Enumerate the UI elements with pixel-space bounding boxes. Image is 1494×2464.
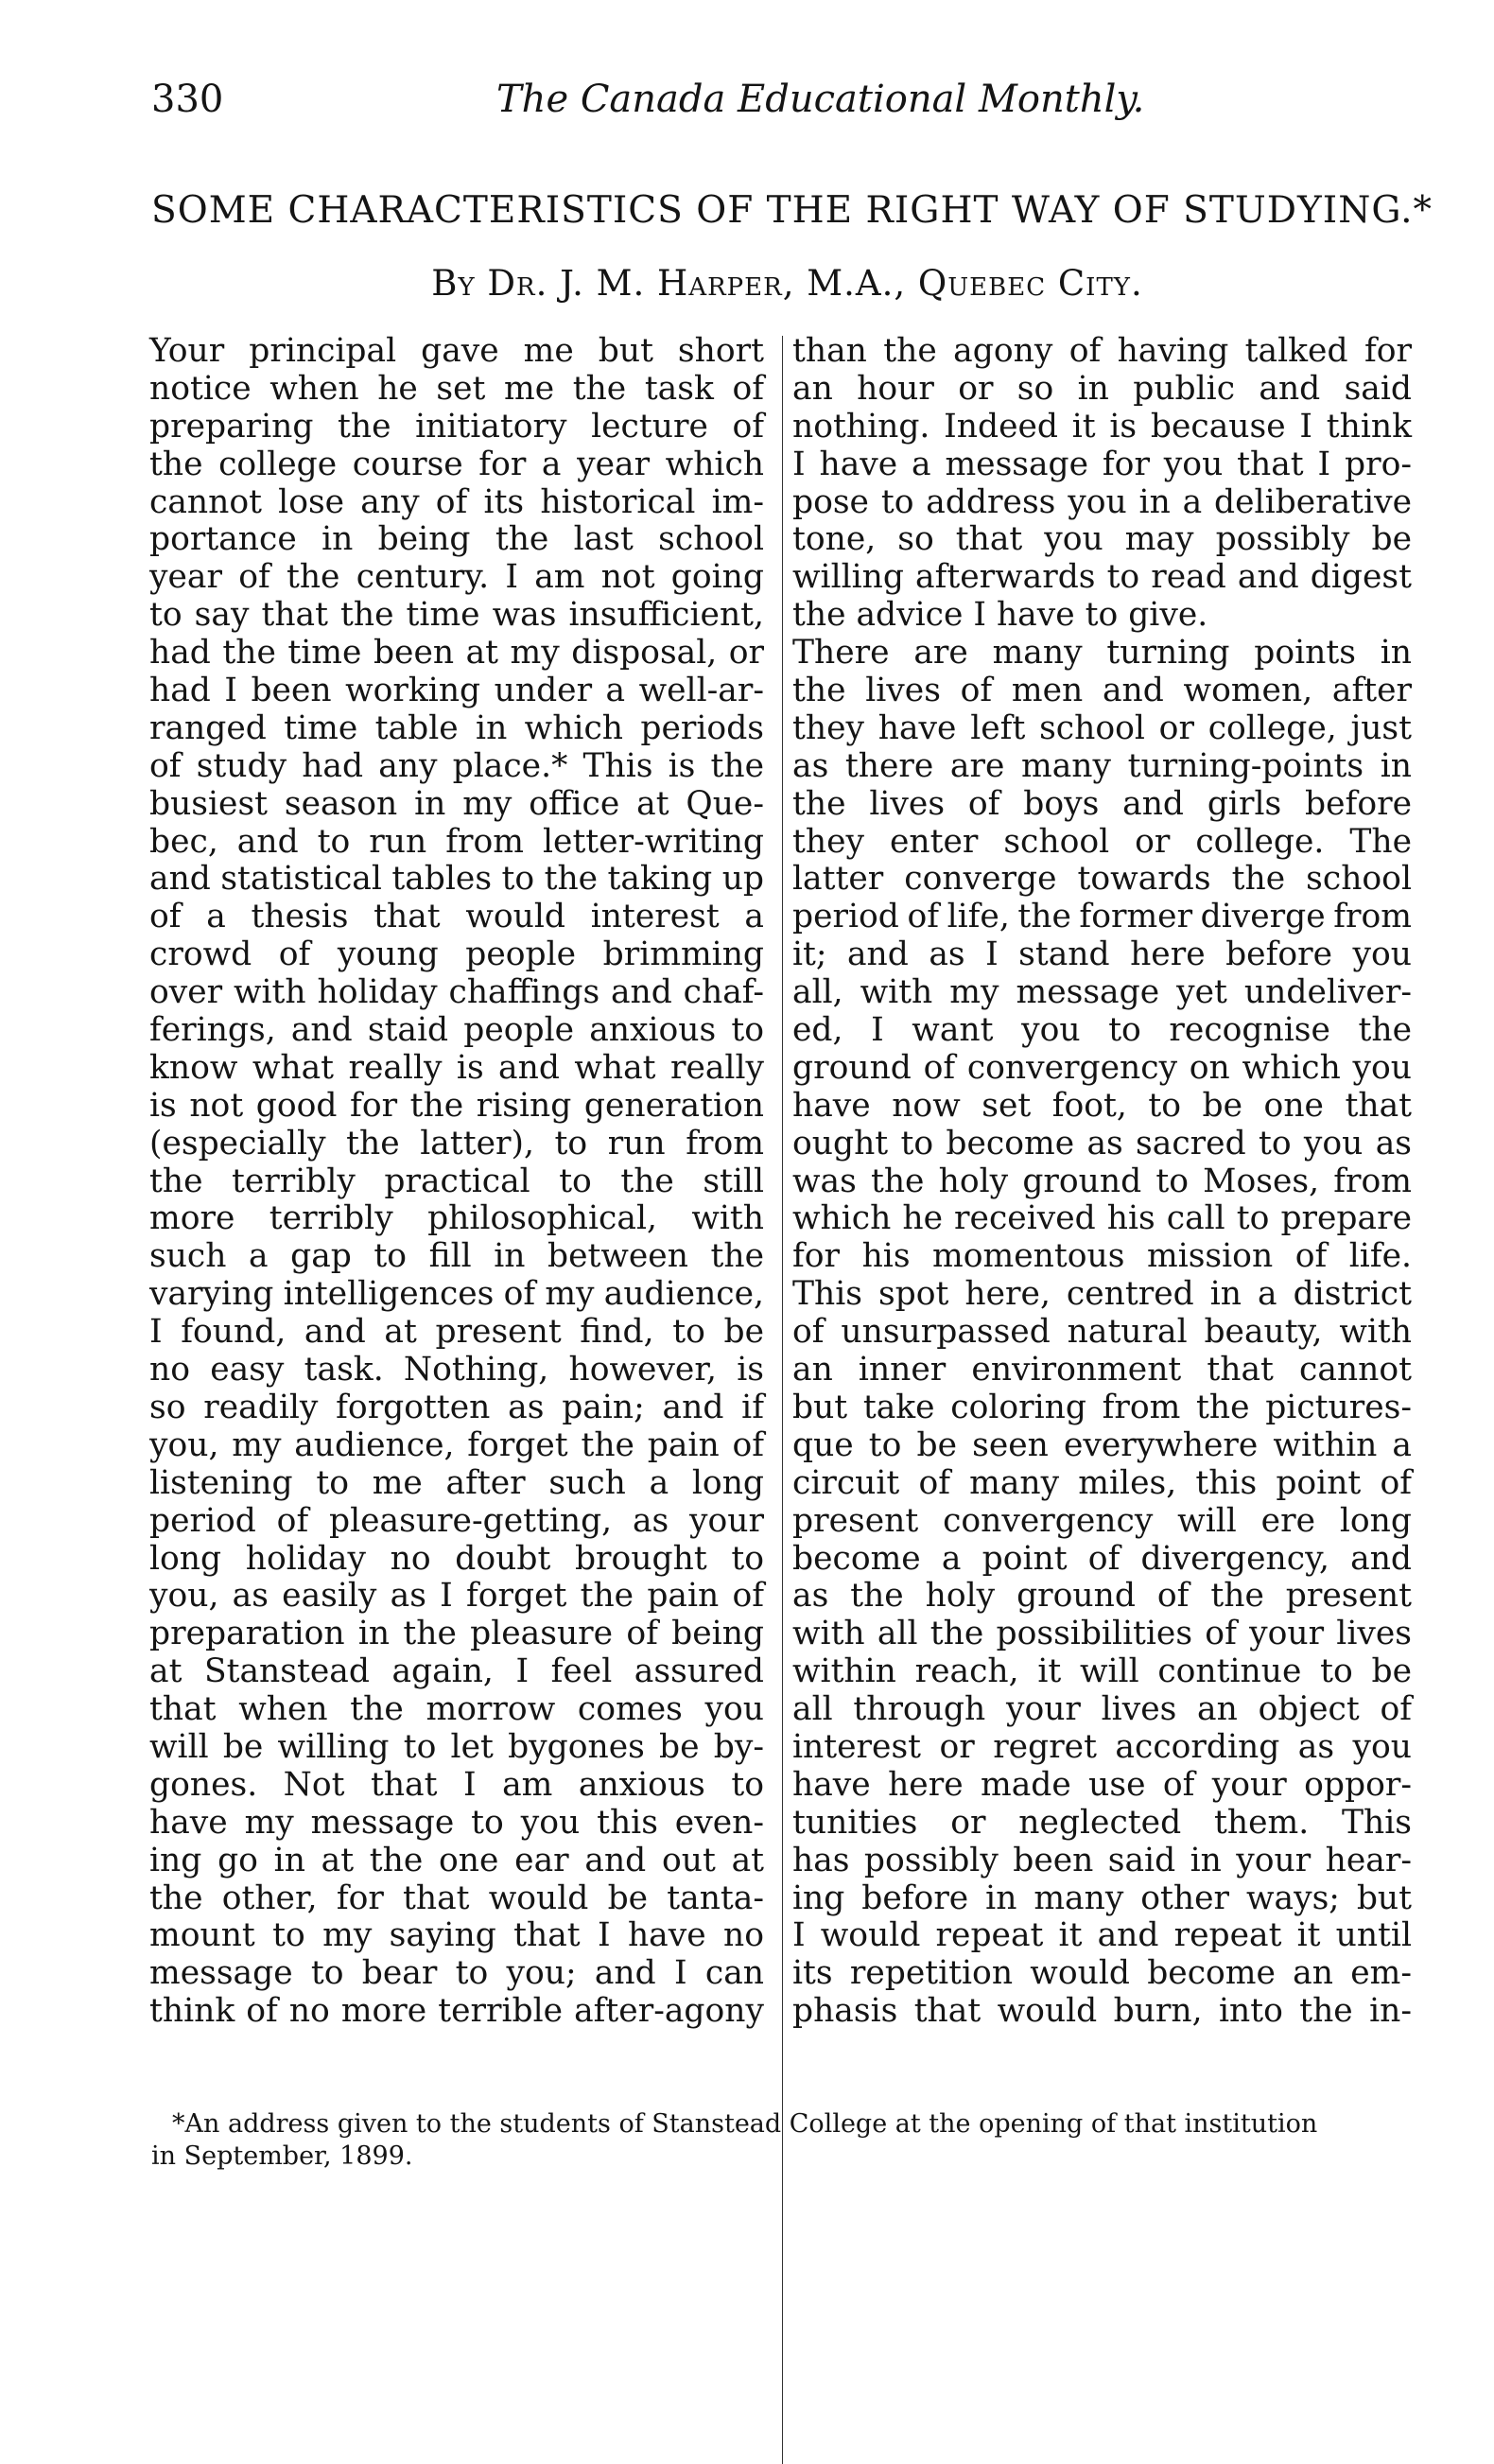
text-line: tunities or neglected them. This <box>792 1803 1412 1842</box>
text-line: as there are many turning-points in <box>792 746 1412 785</box>
text-line: circuit of many miles, this point of <box>792 1463 1412 1502</box>
footnote <box>151 2108 1423 2173</box>
text-line: at Stanstead again, I feel assured <box>149 1652 764 1691</box>
text-line: become a point of divergency, and <box>792 1539 1412 1578</box>
text-line: Your principal gave me but short <box>149 332 764 370</box>
text-line: is not good for the rising generation <box>149 1086 764 1125</box>
text-line: of study had any place.* This is the <box>149 746 764 785</box>
text-line: mount to my saying that I have no <box>149 1916 764 1955</box>
text-line: have here made use of your oppor- <box>792 1765 1412 1804</box>
text-line: but take coloring from the pictures- <box>792 1388 1412 1426</box>
text-line: know what really is and what really <box>149 1048 764 1087</box>
text-line: with all the possibilities of your lives <box>792 1615 1412 1653</box>
text-line: ing go in at the one ear and out at <box>149 1841 764 1879</box>
text-line: that when the morrow comes you <box>149 1690 764 1729</box>
text-line: message to bear to you; and I can <box>149 1954 764 1993</box>
footnote-line: *An address given to the students of Stanstead College at the opening of that institution <box>172 2109 1318 2139</box>
text-line: had I been working under a well-ar- <box>149 672 764 710</box>
text-line: had the time been at my disposal, or <box>149 634 764 673</box>
text-line: ground of convergency on which you <box>792 1048 1412 1087</box>
text-line: phasis that would burn, into the in- <box>792 1992 1412 2031</box>
running-header <box>151 78 1423 134</box>
text-line: This spot here, centred in a district <box>792 1275 1412 1314</box>
text-line: will be willing to let bygones be by- <box>149 1727 764 1766</box>
text-line: more terribly philosophical, with <box>149 1199 764 1238</box>
text-line: which he received his call to prepare <box>792 1199 1412 1238</box>
text-line: all through your lives an object of <box>792 1690 1412 1729</box>
text-line: have my message to you this even- <box>149 1803 764 1842</box>
text-line: no easy task. Nothing, however, is <box>149 1351 764 1389</box>
text-line: it; and as I stand here before you <box>792 935 1412 974</box>
text-line: the terribly practical to the still <box>149 1162 764 1200</box>
byline: By Dr. J. M. Harper, M.A., Quebec City. <box>431 263 1143 304</box>
text-line: busiest season in my office at Que- <box>149 784 764 823</box>
text-line: period of life, the former diverge from <box>792 898 1412 936</box>
text-line: portance in being the last school <box>149 520 764 559</box>
text-line: they have left school or college, just <box>792 708 1412 747</box>
text-line: crowd of young people brimming <box>149 935 764 974</box>
footnote-line: in September, 1899. <box>151 2141 413 2171</box>
text-line: over with holiday chaffings and chaf- <box>149 973 764 1012</box>
text-line: was the holy ground to Moses, from <box>792 1162 1412 1200</box>
journal-title: The Canada Educational Monthly. <box>496 78 1145 121</box>
text-line: you, as easily as I forget the pain of <box>149 1577 764 1616</box>
text-line: bec, and to run from letter-writing <box>149 822 764 861</box>
text-line: of unsurpassed natural beauty, with <box>792 1313 1412 1352</box>
text-line: and statistical tables to the taking up <box>149 860 764 899</box>
text-line: que to be seen everywhere within a <box>792 1425 1412 1464</box>
text-line: you, my audience, forget the pain of <box>149 1425 764 1464</box>
text-line: such a gap to fill in between the <box>149 1237 764 1276</box>
text-line: preparing the initiatory lecture of <box>149 407 764 446</box>
text-line: than the agony of having talked for <box>792 332 1412 370</box>
text-line: period of pleasure-getting, as your <box>149 1501 764 1540</box>
text-line: gones. Not that I am anxious to <box>149 1765 764 1804</box>
text-line: the other, for that would be tanta- <box>149 1879 764 1917</box>
text-line: listening to me after such a long <box>149 1463 764 1502</box>
text-line: interest or regret according as you <box>792 1727 1412 1766</box>
text-line: (especially the latter), to run from <box>149 1124 764 1162</box>
text-line: all, with my message yet undeliver- <box>792 973 1412 1012</box>
text-line: tone, so that you may possibly be <box>792 520 1412 559</box>
page-number: 330 <box>151 78 224 121</box>
text-line: so readily forgotten as pain; and if <box>149 1388 764 1426</box>
text-line: to say that the time was insufficient, <box>149 596 764 635</box>
text-line: the lives of boys and girls before <box>792 784 1412 823</box>
text-line: an hour or so in public and said <box>792 369 1412 408</box>
text-line: long holiday no doubt brought to <box>149 1539 764 1578</box>
text-line: within reach, it will continue to be <box>792 1652 1412 1691</box>
text-line: for his momentous mission of life. <box>792 1237 1412 1276</box>
text-line: varying intelligences of my audience, <box>149 1275 764 1314</box>
article-title: SOME CHARACTERISTICS OF THE RIGHT WAY OF STUDYING.* <box>151 189 1433 232</box>
text-line: ferings, and staid people anxious to <box>149 1011 764 1050</box>
text-line: the advice I have to give. <box>792 596 1208 635</box>
text-line: latter converge towards the school <box>792 860 1412 899</box>
text-line: of a thesis that would interest a <box>149 898 764 936</box>
text-line: have now set foot, to be one that <box>792 1086 1412 1125</box>
text-line: year of the century. I am not going <box>149 558 764 597</box>
text-line: the college course for a year which <box>149 445 764 483</box>
text-line: ought to become as sacred to you as <box>792 1124 1412 1162</box>
text-line: an inner environment that cannot <box>792 1351 1412 1389</box>
text-line: the lives of men and women, after <box>792 672 1412 710</box>
text-line: I would repeat it and repeat it until <box>792 1916 1412 1955</box>
text-line: cannot lose any of its historical im- <box>149 482 764 521</box>
text-line: preparation in the pleasure of being <box>149 1615 764 1653</box>
text-line: they enter school or college. The <box>792 822 1412 861</box>
text-line: ed, I want you to recognise the <box>792 1011 1412 1050</box>
text-line: present convergency will ere long <box>792 1501 1412 1540</box>
text-line: ing before in many other ways; but <box>792 1879 1412 1917</box>
right-column <box>792 333 1412 2031</box>
text-line: I have a message for you that I pro- <box>792 445 1412 483</box>
text-line: I found, and at present find, to be <box>149 1313 764 1352</box>
text-line: ranged time table in which periods <box>149 708 764 747</box>
text-line: think of no more terrible after-agony <box>149 1992 764 2031</box>
text-line: notice when he set me the task of <box>149 369 764 408</box>
text-line: There are many turning points in <box>792 634 1412 673</box>
text-line: pose to address you in a deliberative <box>792 482 1412 521</box>
text-line: has possibly been said in your hear- <box>792 1841 1412 1879</box>
text-line: willing afterwards to read and digest <box>792 558 1412 597</box>
text-line: nothing. Indeed it is because I think <box>792 407 1412 446</box>
left-column <box>149 333 769 2031</box>
text-line: its repetition would become an em- <box>792 1954 1412 1993</box>
text-line: as the holy ground of the present <box>792 1577 1412 1616</box>
